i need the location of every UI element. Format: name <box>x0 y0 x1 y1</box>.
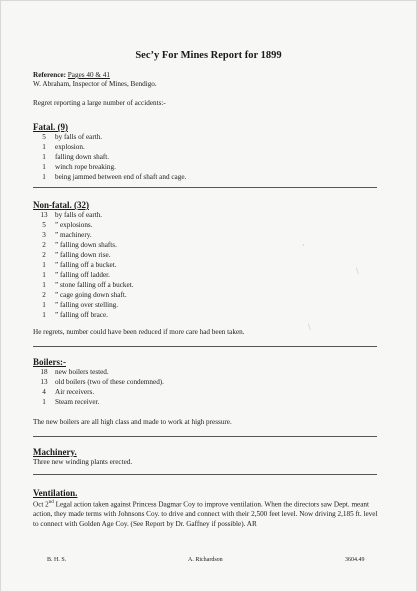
nonfatal-note: He regrets, number could have been reduced if more care had been taken. <box>33 328 245 336</box>
item-count: 2 <box>42 251 46 259</box>
divider <box>33 474 377 475</box>
divider <box>33 436 377 437</box>
item-count: 1 <box>42 281 46 289</box>
reference-pages: Pages 40 & 41 <box>67 71 110 79</box>
item-text: ” falling off ladder. <box>55 271 110 279</box>
ventilation-text <box>33 498 383 529</box>
item-count: 13 <box>40 211 48 219</box>
list-item <box>33 162 186 172</box>
list-item <box>33 387 164 397</box>
item-count: 1 <box>42 173 46 181</box>
list-item <box>33 290 134 300</box>
item-text: by falls of earth. <box>55 133 103 141</box>
footer-center: A. Richardson <box>188 557 223 563</box>
list-item <box>33 210 134 220</box>
list-item <box>33 300 134 310</box>
footer-right: 3604.49 <box>345 557 365 563</box>
list-item <box>33 367 164 377</box>
item-count: 1 <box>42 271 46 279</box>
list-item <box>33 142 186 152</box>
scan-mark: · <box>302 240 305 250</box>
ventilation-date-suffix: nd <box>48 500 54 505</box>
item-count: 5 <box>42 133 46 141</box>
page-title: Sec’y For Mines Report for 1899 <box>135 50 282 61</box>
scan-mark: \ <box>308 322 311 332</box>
list-item <box>33 172 186 182</box>
item-count: 1 <box>42 301 46 309</box>
list-item <box>33 250 134 260</box>
item-text: being jammed between end of shaft and cage. <box>55 173 187 181</box>
footer-left: B. H. S. <box>47 557 67 563</box>
item-text: ” falling off a bucket. <box>55 261 117 269</box>
list-item <box>33 377 164 387</box>
list-item <box>33 310 134 320</box>
machinery-heading: Machinery. <box>33 447 77 457</box>
list-item <box>33 280 134 290</box>
reference-label: Reference: <box>33 71 66 79</box>
boilers-note: The new boilers are all high class and made to work at high pressure. <box>33 418 232 426</box>
ventilation-body: Legal action taken against Princess Dagmar Coy to improve ventilation. When the directors saw Dept. meant action, they made terms with Johnsons Coy. to drive and connect with their 2,500 feet level. Now driving 2,185 ft. level to connect with Golden Age Coy. (See Report by Dr. Gaffney if possible). AR <box>33 500 378 528</box>
item-text: ” stone falling off a bucket. <box>55 281 134 289</box>
item-count: 4 <box>42 388 46 396</box>
reference-author: W. Abraham, Inspector of Mines, Bendigo. <box>33 80 157 88</box>
list-item <box>33 132 186 142</box>
list-item <box>33 230 134 240</box>
item-count: 2 <box>42 241 46 249</box>
item-count: 13 <box>40 378 48 386</box>
item-text: Steam receiver. <box>55 398 100 406</box>
list-item <box>33 152 186 162</box>
item-text: old boilers (two of these condemned). <box>55 378 164 386</box>
item-text: Air receivers. <box>55 388 95 396</box>
item-count: 1 <box>42 261 46 269</box>
boilers-heading: Boilers:- <box>33 357 66 367</box>
divider <box>33 346 377 347</box>
divider <box>33 187 377 188</box>
ventilation-heading: Ventilation. <box>33 488 78 498</box>
item-text: ” explosions. <box>55 221 93 229</box>
item-count: 1 <box>42 311 46 319</box>
fatal-list <box>33 132 186 182</box>
intro-text: Regret reporting a large number of accidents:- <box>33 99 166 107</box>
nonfatal-list <box>33 210 134 320</box>
fatal-heading: Fatal. (9) <box>33 122 68 132</box>
list-item <box>33 397 164 407</box>
item-count: 2 <box>42 291 46 299</box>
item-text: winch rope breaking. <box>55 163 116 171</box>
item-text: explosion. <box>55 143 85 151</box>
boilers-list <box>33 367 164 407</box>
machinery-text: Three new winding plants erected. <box>33 458 133 466</box>
item-text: ” machinery. <box>55 231 92 239</box>
item-text: ” falling down rise. <box>55 251 111 259</box>
item-count: 1 <box>42 163 46 171</box>
item-text: ” cage going down shaft. <box>55 291 127 299</box>
item-count: 3 <box>42 231 46 239</box>
item-count: 1 <box>42 153 46 161</box>
item-text: ” falling down shafts. <box>55 241 117 249</box>
item-count: 1 <box>42 398 46 406</box>
item-text: falling down shaft. <box>55 153 110 161</box>
item-count: 1 <box>42 143 46 151</box>
item-count: 18 <box>40 368 48 376</box>
list-item <box>33 240 134 250</box>
ventilation-date: Oct 2 <box>33 500 49 509</box>
reference-line <box>33 71 110 80</box>
item-text: by falls of earth. <box>55 211 103 219</box>
nonfatal-heading: Non-fatal. (32) <box>33 200 89 210</box>
item-text: ” falling off brace. <box>55 311 108 319</box>
list-item <box>33 260 134 270</box>
list-item <box>33 270 134 280</box>
item-text: new boilers tested. <box>55 368 109 376</box>
item-count: 5 <box>42 221 46 229</box>
item-text: ” falling over stelling. <box>55 301 119 309</box>
scan-mark: \ <box>356 266 359 276</box>
list-item <box>33 220 134 230</box>
